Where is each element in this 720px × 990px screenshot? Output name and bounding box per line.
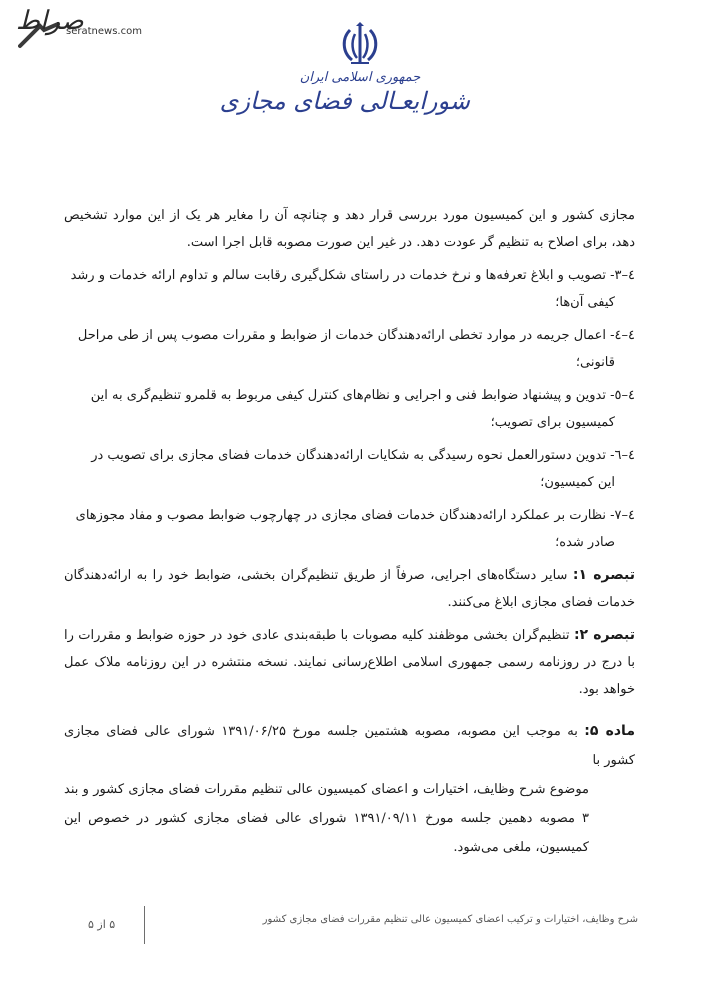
- article-5-text: موضوع شرح وظایف، اختیارات و اعضای کمیسیون عالی تنظیم مقررات فضای مجازی کشور و بند ۳ مصوبه دهمین جلسه مورخ ۱۳۹۱/۰۹/۱۱ شورای عالی فضای مجازی کشور در خصوص این کمیسیون، ملغی می‌شود.: [64, 782, 590, 855]
- page-number: ۵ از ۵: [88, 918, 116, 931]
- footer-divider: [144, 906, 145, 944]
- intro-paragraph: مجازی کشور و این کمیسیون مورد بررسی قرار دهد و چنانچه آن را مغایر هر یک از این موارد تشخیص دهد، برای اصلاح به تنظیم گر عودت دهد. در غیر این صورت مصوبه قابل اجرا است.: [64, 208, 635, 250]
- note-1-label: تبصره ۱:: [572, 567, 635, 583]
- item-4-4: [64, 322, 635, 376]
- item-head: ٤–٣- تصویب و ابلاغ تعرفه‌ها و نرخ خدمات در راستای شکل‌گیری رقابت سالم و تداوم ارائه خدمات و رشد: [70, 268, 635, 283]
- republic-title: جمهوری اسلامی ایران: [299, 70, 421, 85]
- item-4-5: [64, 382, 635, 436]
- item-head: ٤–٤- اعمال جریمه در موارد تخطی ارائه‌دهندگان خدمات از ضوابط و مقررات مصوب پس از طی مراحل: [77, 328, 635, 343]
- note-1: [64, 562, 635, 616]
- note-2-text: تنظیم‌گران بخشی موظفند کلیه مصوبات با طبقه‌بندی عادی خود در حوزه ضوابط و مقررات را با درج در روزنامه رسمی جمهوری اسلامی اطلاع‌رسانی نمایند. نسخه منتشره در این روزنامه ملاک عمل خواهد بود.: [64, 628, 635, 697]
- item-4-7: [64, 502, 635, 556]
- item-continuation: کیفی آن‌ها؛: [555, 295, 615, 310]
- letterhead: [219, 22, 470, 142]
- item-4-3: [64, 262, 635, 316]
- council-title: شورایعـالی فضای مجازی: [219, 87, 470, 115]
- document-body: [64, 202, 635, 862]
- article-5-line1: به موجب این مصوبه، مصوبه هشتمین جلسه مورخ ۱۳۹۱/۰۶/۲۵ شورای عالی فضای مجازی کشور با: [64, 724, 635, 768]
- footer-title: شرح وظایف، اختیارات و ترکیب اعضای کمیسیون عالی تنظیم مقررات فضای مجازی کشور: [262, 914, 638, 925]
- watermark-site: seratnews.com: [66, 26, 142, 37]
- watermark-script: صراط: [16, 6, 84, 36]
- item-head: ٤–٦- تدوین دستورالعمل نحوه رسیدگی به شکایات ارائه‌دهندگان خدمات فضای مجازی برای تصویب در: [91, 448, 635, 463]
- article-5: [64, 717, 635, 862]
- item-head: ٤–٧- نظارت بر عملکرد ارائه‌دهندگان خدمات فضای مجازی در چهارچوب ضوابط مصوب و مفاد مجوزهای: [75, 508, 635, 523]
- item-continuation: صادر شده؛: [555, 535, 615, 550]
- article-5-label: ماده ۵:: [584, 723, 635, 739]
- item-head: ٤–٥- تدوین و پیشنهاد ضوابط فنی و اجرایی و نظام‌های کنترل کیفی مربوط به قلمرو تنظیم‌گری به این: [90, 388, 635, 403]
- note-2: [64, 622, 635, 703]
- item-continuation: این کمیسیون؛: [540, 475, 615, 490]
- item-continuation: قانونی؛: [575, 355, 615, 370]
- item-4-6: [64, 442, 635, 496]
- note-2-label: تبصره ۲:: [573, 627, 635, 643]
- item-continuation: کمیسیون برای تصویب؛: [490, 415, 615, 430]
- article-5-first-line: [64, 717, 635, 775]
- page-footer: [80, 906, 638, 944]
- note-1-text: سایر دستگاه‌های اجرایی، صرفاً از طریق تنظیم‌گران بخشی، ضوابط خود را به ارائه‌دهندگان خدمات فضای مجازی ابلاغ می‌کنند.: [64, 568, 635, 610]
- iran-emblem-icon: [337, 22, 383, 68]
- watermark: [8, 6, 158, 46]
